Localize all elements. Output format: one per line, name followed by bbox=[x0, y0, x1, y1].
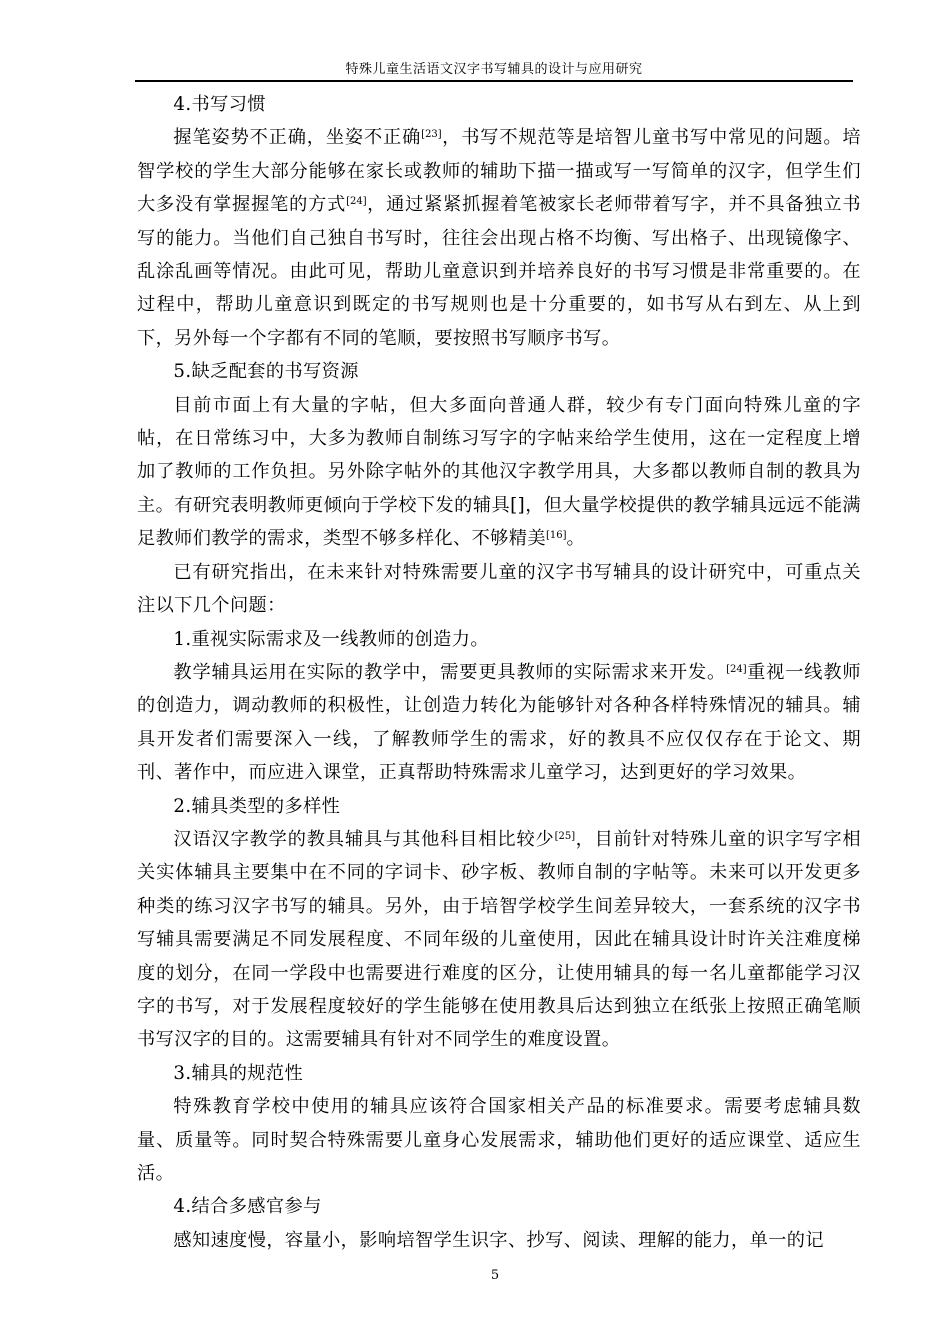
page-number: 5 bbox=[490, 1268, 500, 1283]
paragraph-tool-variety: 汉语汉字教学的教具辅具与其他科目相比较少[25]，目前针对特殊儿童的识字写字相关实体辅具主要集中在不同的字词卡、砂字板、教师自制的字帖等。未来可以开发更多种类的练习汉字书写的辅具。另外，由于培智学校学生间差异较大，一套系统的汉字书写辅具需要满足不同发展程度、不同年级的儿童使用，因此在辅具设计时许关注难度梯度的划分，在同一学段中也需要进行难度的区分，让使用辅具的每一名儿童都能学习汉字的书写，对于发展程度较好的学生能够在使用教具后达到独立在纸张上按照正确笔顺书写汉字的目的。这需要辅具有针对不同学生的难度设置。 bbox=[137, 828, 861, 1051]
paragraph-tool-standards: 特殊教育学校中使用的辅具应该符合国家相关产品的标准要求。需要考虑辅具数量、质量等。同时契合特殊需要儿童身心发展需求，辅助他们更好的适应课堂、适应生活。 bbox=[137, 1096, 861, 1184]
citation-reference: [24] bbox=[726, 663, 747, 675]
section-heading-multisensory: 4.结合多感官参与 bbox=[173, 1196, 322, 1218]
section-heading-practical-needs: 1.重视实际需求及一线教师的创造力。 bbox=[173, 628, 489, 650]
section-heading-tool-standards: 3.辅具的规范性 bbox=[173, 1062, 304, 1084]
citation-reference: [24] bbox=[346, 196, 367, 208]
body-text bbox=[137, 88, 861, 1257]
paragraph-practical-needs: 教学辅具运用在实际的教学中，需要更具教师的实际需求来开发。[24]重视一线教师的创造力，调动教师的积极性，让创造力转化为能够针对各种各样特殊情况的辅具。辅具开发者们需要深入一线，了解教师学生的需求，好的教具不应仅仅存在于论文、期刊、著作中，而应进入课堂，正真帮助特殊需求儿童学习，达到更好的学习效果。 bbox=[137, 661, 861, 784]
header-rule bbox=[135, 80, 853, 82]
section-heading-lack-of-resources: 5.缺乏配套的书写资源 bbox=[173, 361, 359, 383]
paragraph-writing-habits: 握笔姿势不正确，坐姿不正确[23]，书写不规范等是培智儿童书写中常见的问题。培智学校的学生大部分能够在家长或教师的辅助下描一描或写一写简单的汉字，但学生们大多没有掌握握笔的方式[24]，通过紧紧抓握着笔被家长老师带着写字，并不具备独立书写的能力。当他们自己独自书写时，往往会出现占格不均衡、写出格子、出现镜像字、乱涂乱画等情况。由此可见，帮助儿童意识到并培养良好的书写习惯是非常重要的。在过程中，帮助儿童意识到既定的书写规则也是十分重要的，如书写从右到左、从上到下，另外每一个字都有不同的笔顺，要按照书写顺序书写。 bbox=[137, 127, 862, 349]
citation-reference: [25] bbox=[554, 830, 576, 842]
section-heading-tool-variety: 2.辅具类型的多样性 bbox=[173, 795, 341, 817]
citation-reference: [16] bbox=[545, 530, 567, 542]
section-heading-writing-habits: 4.书写习惯 bbox=[173, 94, 266, 115]
paragraph-multisensory: 感知速度慢，容量小，影响培智学生识字、抄写、阅读、理解的能力，单一的记 bbox=[173, 1229, 824, 1251]
paragraph-lack-of-resources: 目前市面上有大量的字帖，但大多面向普通人群，较少有专门面向特殊儿童的字帖，在日常练习中，大多为教师自制练习写字的字帖来给学生使用，这在一定程度上增加了教师的工作负担。另外除字帖外的其他汉字教学用具，大多都以教师自制的教具为主。有研究表明教师更倾向于学校下发的辅具[]，但大量学校提供的教学辅具远远不能满足教师们教学的需求，类型不够多样化、不够精美[16]。 bbox=[137, 394, 861, 550]
running-header: 特殊儿童生活语文汉字书写辅具的设计与应用研究 bbox=[345, 62, 643, 77]
citation-reference: [23] bbox=[421, 129, 442, 141]
paragraph-research-intro: 已有研究指出，在未来针对特殊需要儿童的汉字书写辅具的设计研究中，可重点关注以下几个问题： bbox=[137, 561, 861, 617]
